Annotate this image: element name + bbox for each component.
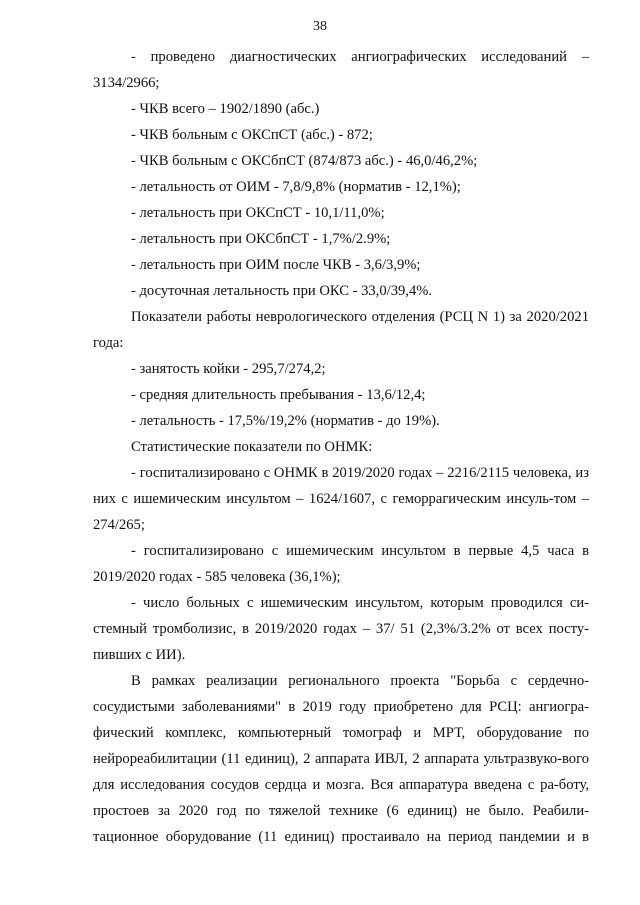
body-text	[93, 44, 589, 850]
paragraph-neuro-mortality: - летальность - 17,5%/19,2% (норматив - до 19%).	[131, 413, 440, 429]
paragraph-neuro-heading: Показатели работы неврологического отделения (РСЦ N 1) за 2020/2021 года:	[93, 309, 589, 351]
paragraph-thrombolysis: - число больных с ишемическим инсультом, которым проводился си-стемный тромболизис, в 2019/2020 годах – 37/ 51 (2,3%/3.2% от всех посту-пивших с ИИ).	[93, 595, 589, 663]
paragraph-regional-project: В рамках реализации регионального проекта "Борьба с сердечно-сосудистыми заболеваниями" в 2019 году приобретено для РСЦ: ангиогра-фический комплекс, компьютерный томограф и МРТ, оборудование по нейрореабилитации (11 единиц), 2 аппарата ИВЛ, 2 аппарата ультразвуко-вого для исследования сосудов сердца и мозга. Вся аппаратура введена с ра-боту, простоев за 2020 год по тяжелой технике (6 единиц) не было. Реабили-тационное оборудование (11 единиц) простаивало на период пандемии и в	[93, 673, 589, 845]
paragraph-pci-stemi: - ЧКВ больным с ОКСпСТ (абс.) - 872;	[131, 127, 373, 143]
paragraph-bed-occupancy: - занятость койки - 295,7/274,2;	[131, 361, 326, 377]
paragraph-mortality-nstemi: - летальность при ОКСбпСТ - 1,7%/2.9%;	[131, 231, 391, 247]
paragraph-pci-nstemi: - ЧКВ больным с ОКСбпСТ (874/873 абс.) - 46,0/46,2%;	[131, 153, 478, 169]
paragraph-stroke-hospitalized: - госпитализировано с ОНМК в 2019/2020 годах – 2216/2115 человека, из них с ишемическим инсультом – 1624/1607, с геморрагическим инсуль-том – 274/265;	[93, 465, 589, 533]
page-number: 38	[313, 19, 327, 34]
paragraph-stroke-first-hours: - госпитализировано с ишемическим инсультом в первые 4,5 часа в 2019/2020 годах - 585 человека (36,1%);	[93, 543, 589, 585]
paragraph-mortality-ami: - летальность от ОИМ - 7,8/9,8% (норматив - 12,1%);	[131, 179, 461, 195]
paragraph-mortality-stemi: - летальность при ОКСпСТ - 10,1/11,0%;	[131, 205, 385, 221]
paragraph-pci-total: - ЧКВ всего – 1902/1890 (абс.)	[131, 101, 320, 117]
paragraph-mortality-after-pci: - летальность при ОИМ после ЧКВ - 3,6/3,9%;	[131, 257, 421, 273]
paragraph-daily-mortality: - досуточная летальность при ОКС - 33,0/39,4%.	[131, 283, 433, 299]
paragraph-length-of-stay: - средняя длительность пребывания - 13,6/12,4;	[131, 387, 426, 403]
paragraph-stroke-stats-heading: Статистические показатели по ОНМК:	[131, 439, 373, 455]
paragraph-angiography: - проведено диагностических ангиографических исследований – 3134/2966;	[93, 49, 589, 91]
